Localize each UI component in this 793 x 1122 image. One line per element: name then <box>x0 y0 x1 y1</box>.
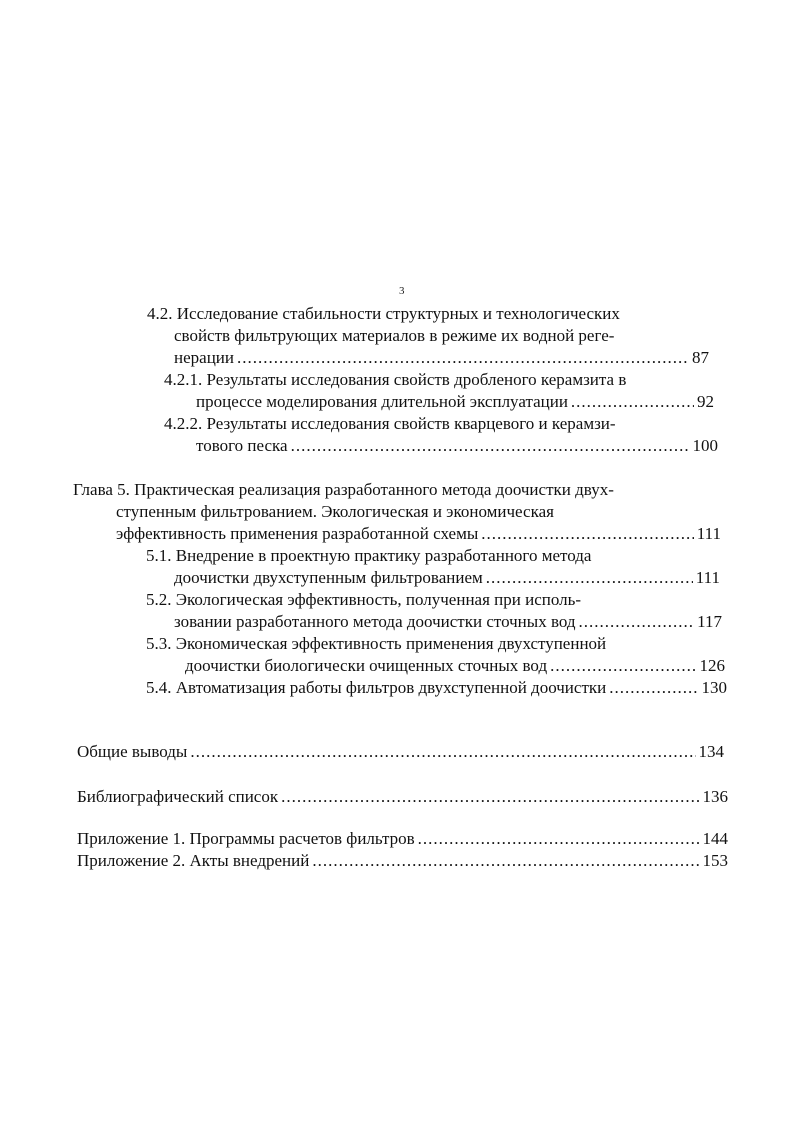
toc-conclusions-entry <box>77 741 724 763</box>
leader-dots <box>190 741 695 763</box>
toc-4-2-1-line1: 4.2.1. Результаты исследования свойств дробленого керамзита в <box>164 370 627 389</box>
toc-5-1-line2: доочистки двухступенным фильтрованием <box>174 568 483 587</box>
toc-4-2-2-entry <box>196 435 718 457</box>
toc-4-2-line1: 4.2. Исследование стабильности структурных и технологических <box>147 304 620 323</box>
leader-dots <box>486 567 693 589</box>
toc-4-2-2-line2: тового песка <box>196 436 288 455</box>
toc-5-1-line1: 5.1. Внедрение в проектную практику разработанного метода <box>146 546 592 565</box>
toc-4-2-entry <box>174 347 709 369</box>
toc-5-2-line1: 5.2. Экологическая эффективность, полученная при исполь- <box>146 590 582 609</box>
leader-dots <box>550 655 696 677</box>
toc-bibliography-page: 136 <box>702 787 728 806</box>
toc-ch5-line1: Глава 5. Практическая реализация разработанного метода доочистки двух- <box>73 480 614 499</box>
toc-5-2-line2: зовании разработанного метода доочистки сточных вод <box>174 612 576 631</box>
toc-appendix2-entry <box>77 850 728 872</box>
leader-dots <box>281 786 699 808</box>
toc-4-2-2-line1: 4.2.2. Результаты исследования свойств кварцевого и керамзи- <box>164 414 616 433</box>
toc-5-3-entry <box>185 655 725 677</box>
leader-dots <box>237 347 689 369</box>
toc-bibliography-label: Библиографический список <box>77 787 279 806</box>
leader-dots <box>312 850 699 872</box>
toc-ch5-page: 111 <box>696 524 721 543</box>
toc-appendix2-label: Приложение 2. Акты внедрений <box>77 851 310 870</box>
toc-ch5-line3: эффективность применения разработанной схемы <box>116 524 479 543</box>
toc-4-2-line3: нерации <box>174 348 234 367</box>
toc-bibliography-entry <box>77 786 728 808</box>
toc-4-2-2-page: 100 <box>692 436 718 455</box>
toc-5-2-entry <box>174 611 722 633</box>
toc-5-4-page: 130 <box>701 678 727 697</box>
toc-appendix1-page: 144 <box>702 829 728 848</box>
toc-5-1-page: 111 <box>695 568 720 587</box>
toc-conclusions-label: Общие выводы <box>77 742 188 761</box>
toc-5-3-line2: доочистки биологически очищенных сточных вод <box>185 656 548 675</box>
toc-appendix1-entry <box>77 828 728 850</box>
toc-4-2-1-line2: процессе моделирования длительной эксплуатации <box>196 392 568 411</box>
leader-dots <box>571 391 694 413</box>
leader-dots <box>481 523 694 545</box>
leader-dots <box>579 611 695 633</box>
toc-5-4-entry <box>146 677 727 699</box>
leader-dots <box>291 435 690 457</box>
toc-4-2-1-page: 92 <box>697 392 714 411</box>
page-number: 3 <box>399 285 405 297</box>
toc-appendix2-page: 153 <box>702 851 728 870</box>
toc-ch5-line2: ступенным фильтрованием. Экологическая и экономическая <box>116 502 554 521</box>
toc-4-2-line2: свойств фильтрующих материалов в режиме их водной реге- <box>174 326 615 345</box>
toc-5-2-page: 117 <box>697 612 722 631</box>
leader-dots <box>418 828 700 850</box>
toc-4-2-page: 87 <box>692 348 709 367</box>
toc-5-4-line1: 5.4. Автоматизация работы фильтров двухступенной доочистки <box>146 678 607 697</box>
toc-appendix1-label: Приложение 1. Программы расчетов фильтров <box>77 829 415 848</box>
toc-4-2-1-entry <box>196 391 714 413</box>
toc-conclusions-page: 134 <box>698 742 724 761</box>
toc-5-3-page: 126 <box>699 656 725 675</box>
toc-5-1-entry <box>174 567 720 589</box>
toc-5-3-line1: 5.3. Экономическая эффективность применения двухступенной <box>146 634 607 653</box>
leader-dots <box>609 677 698 699</box>
toc-ch5-entry <box>116 523 721 545</box>
